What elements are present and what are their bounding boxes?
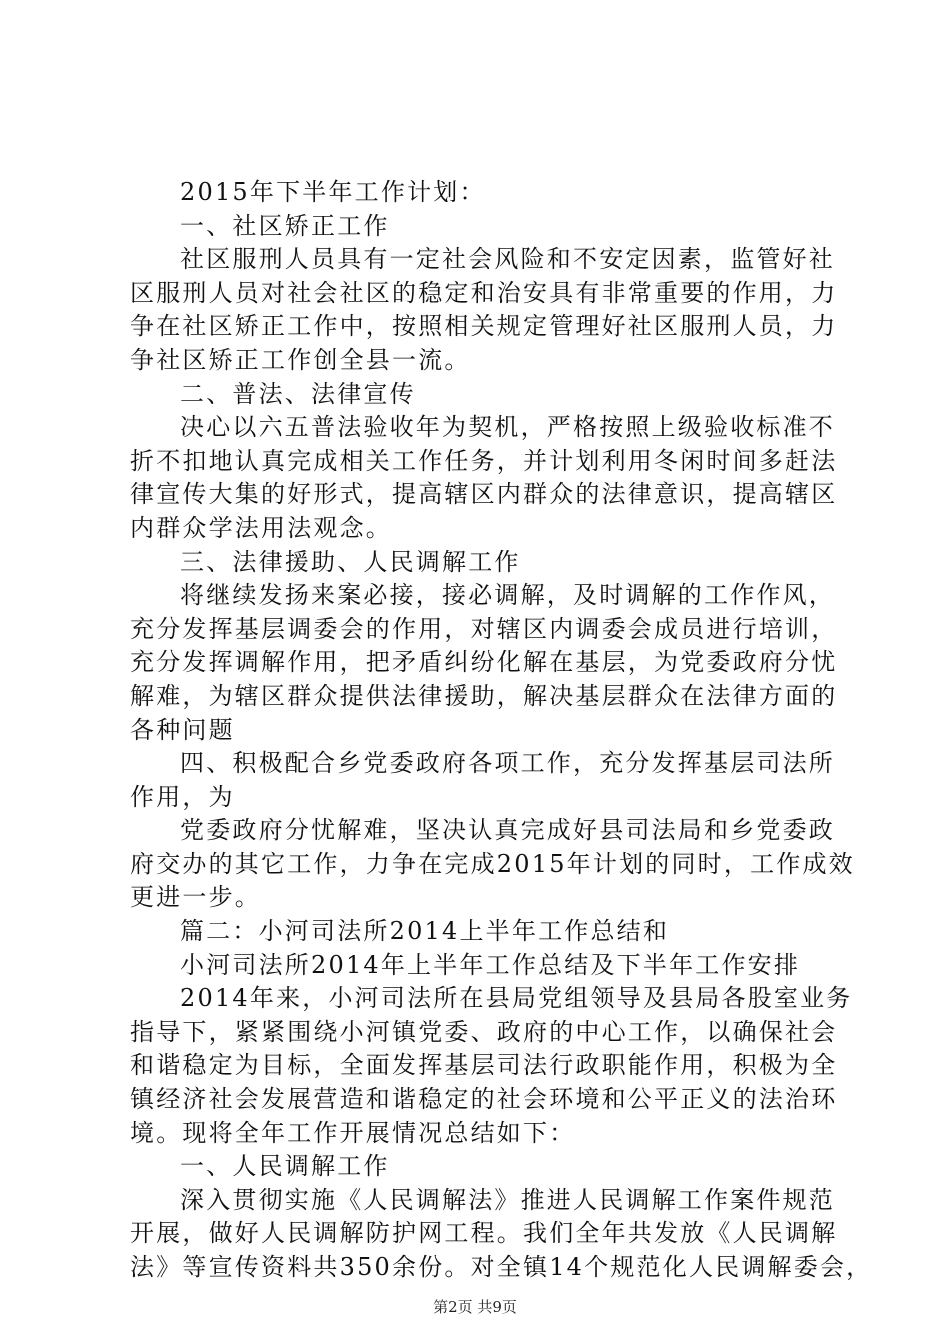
text-line: 小河司法所2014年上半年工作总结及下半年工作安排 (180, 950, 801, 979)
text-line: 法》等宣传资料共350余份。对全镇14个规范化人民调解委会， (130, 1253, 873, 1281)
text-line: 争社区矫正工作创全县一流。 (130, 345, 471, 374)
text-line: 深入贯彻实施《人民调解法》推进人民调解工作案件规范 (180, 1185, 835, 1214)
text-line: 2014年来，小河司法所在县局党组领导及县局各股室业务 (180, 984, 853, 1013)
text-line: 社区服刑人员具有一定社会风险和不安定因素，监管好社 (180, 245, 835, 274)
document-body (130, 176, 873, 1285)
text-line: 各种问题 (130, 715, 235, 744)
text-line: 充分发挥调解作用，把矛盾纠纷化解在基层，为党委政府分忧 (130, 648, 838, 677)
text-line: 境。现将全年工作开展情况总结如下： (130, 1118, 576, 1147)
text-line: 充分发挥基层调委会的作用，对辖区内调委会成员进行培训， (130, 614, 838, 643)
text-line: 镇经济社会发展营造和谐稳定的社会环境和公平正义的法治环 (130, 1085, 838, 1114)
text-line: 作用，为 (130, 782, 235, 811)
text-line: 律宣传大集的好形式，提高辖区内群众的法律意识，提高辖区 (130, 480, 838, 509)
text-line: 开展，做好人民调解防护网工程。我们全年共发放《人民调解 (130, 1219, 838, 1248)
text-line: 更进一步。 (130, 883, 261, 912)
text-line: 折不扣地认真完成相关工作任务，并计划利用冬闲时间多赶法 (130, 446, 838, 475)
text-line: 一、社区矫正工作 (180, 211, 390, 240)
text-line: 争在社区矫正工作中，按照相关规定管理好社区服刑人员，力 (130, 312, 838, 341)
text-line: 解难，为辖区群众提供法律援助，解决基层群众在法律方面的 (130, 681, 838, 710)
text-line: 府交办的其它工作，力争在完成2015年计划的同时，工作成效 (130, 849, 855, 878)
text-line: 将继续发扬来案必接，接必调解，及时调解的工作作风， (180, 581, 835, 610)
text-line: 党委政府分忧解难，坚决认真完成好县司法局和乡党委政 (180, 816, 835, 845)
text-line: 篇二：小河司法所2014上半年工作总结和 (180, 917, 670, 946)
text-line: 一、人民调解工作 (180, 1152, 390, 1181)
text-line: 2015年下半年工作计划： (180, 178, 486, 206)
text-line: 指导下，紧紧围绕小河镇党委、政府的中心工作，以确保社会 (130, 1017, 838, 1046)
text-line: 二、普法、法律宣传 (180, 379, 416, 408)
text-line: 决心以六五普法验收年为契机，严格按照上级验收标准不 (180, 413, 835, 442)
text-line: 区服刑人员对社会社区的稳定和治安具有非常重要的作用，力 (130, 278, 838, 307)
text-line: 三、法律援助、人民调解工作 (180, 547, 521, 576)
text-line: 内群众学法用法观念。 (130, 513, 392, 542)
text-line: 和谐稳定为目标，全面发挥基层司法行政职能作用，积极为全 (130, 1051, 838, 1080)
text-line: 四、积极配合乡党委政府各项工作，充分发挥基层司法所 (180, 749, 835, 778)
page-footer: 第2页 共9页 (433, 1298, 517, 1316)
